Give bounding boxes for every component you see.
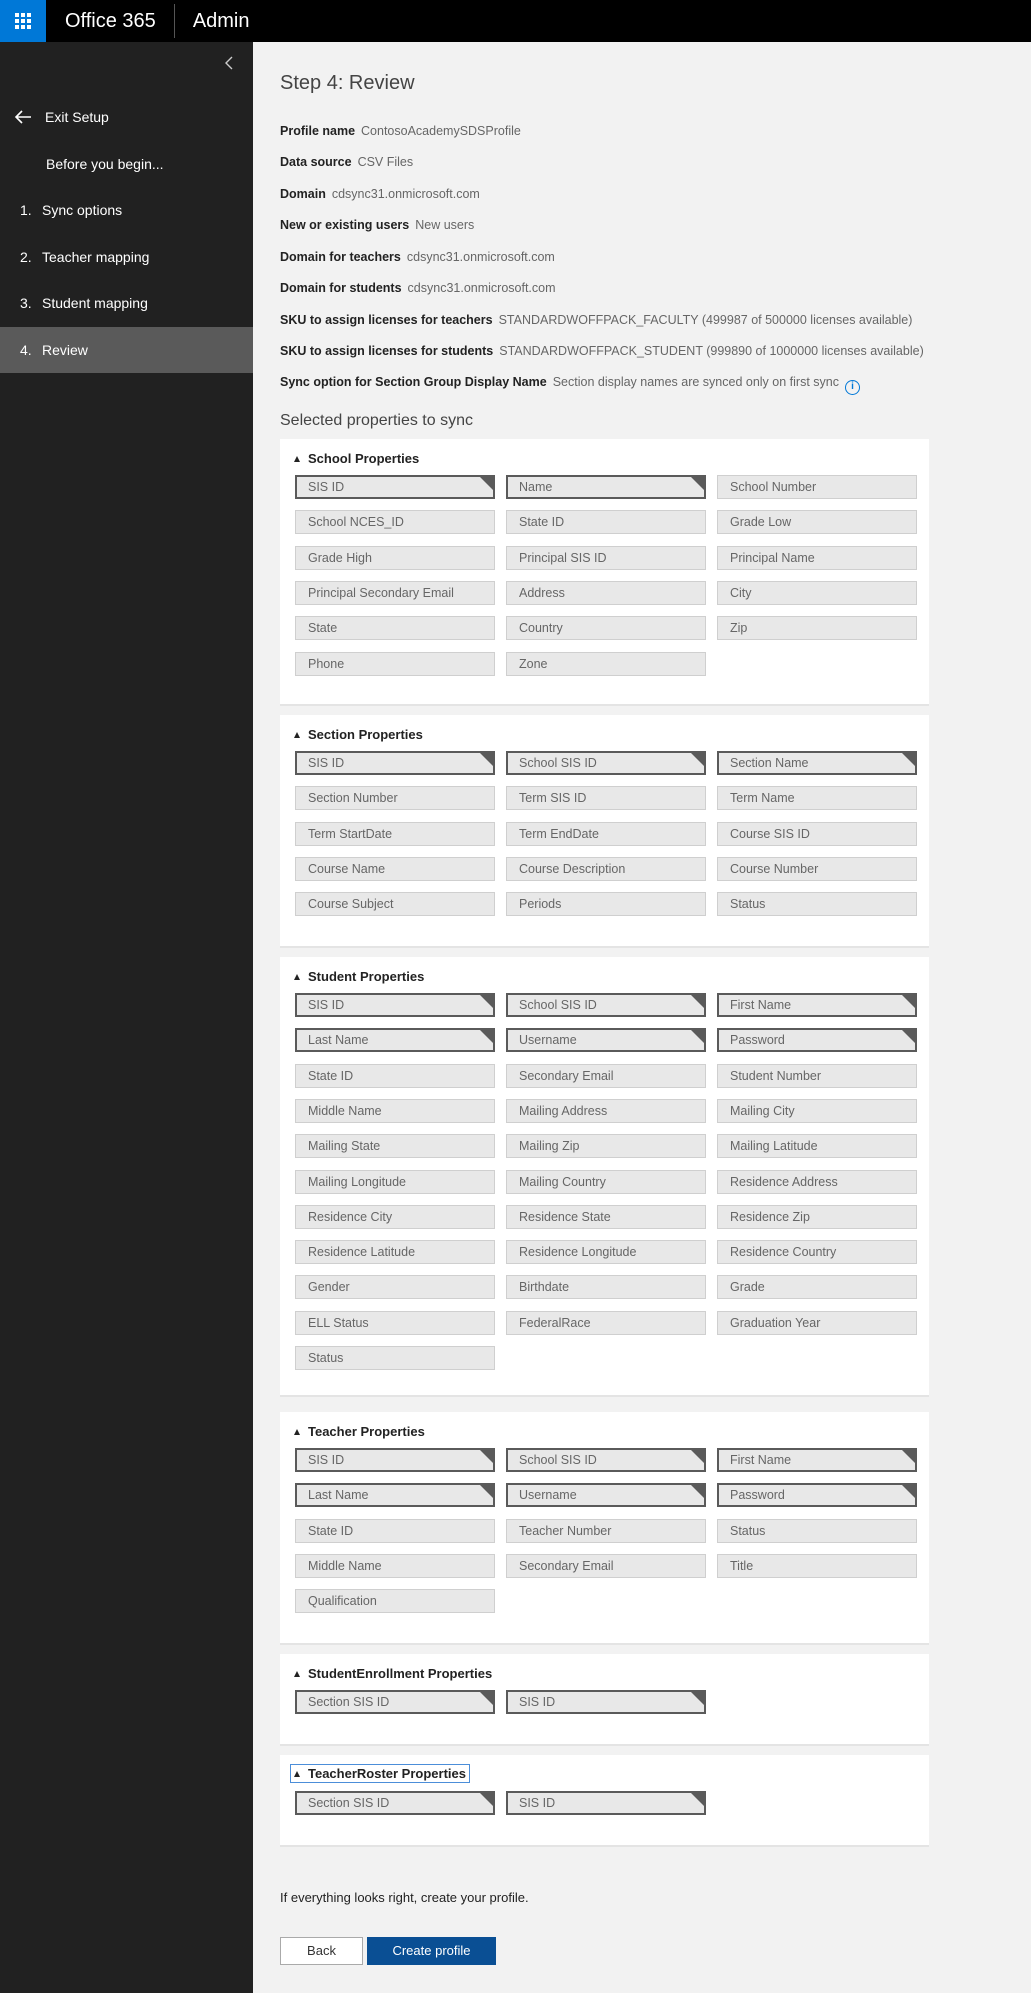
panel-header[interactable] [294,451,419,466]
sidebar [0,42,253,1993]
property-chip[interactable]: Section Name [717,751,917,775]
info-domain-students [280,281,556,295]
info-value: cdsync31.onmicrosoft.com [406,250,555,264]
collapse-triangle-icon [294,974,300,980]
info-label: Sync option for Section Group Display Name [280,375,547,389]
property-chip[interactable]: Term SIS ID [506,786,706,810]
property-chip[interactable]: City [717,581,917,605]
sidebar-item-review[interactable] [0,327,253,373]
property-chip[interactable]: Gender [295,1275,495,1299]
top-bar [0,0,1031,42]
brand-name[interactable]: Office 365 [46,4,175,38]
sidebar-item-label: Sync options [42,202,123,218]
property-chip[interactable]: Mailing Zip [506,1134,706,1158]
property-chip[interactable]: Course SIS ID [717,822,917,846]
section-properties-panel [280,715,929,948]
property-chip[interactable]: Mailing State [295,1134,495,1158]
property-chip[interactable]: FederalRace [506,1311,706,1335]
teacherroster-properties-panel [280,1755,929,1847]
info-profile-name [280,124,521,138]
property-chip[interactable]: Mailing Longitude [295,1170,495,1194]
property-chip[interactable]: Password [717,1028,917,1052]
property-chip[interactable]: Principal Secondary Email [295,581,495,605]
property-chip[interactable]: Residence State [506,1205,706,1229]
sidebar-item-label: Teacher mapping [42,249,150,265]
property-chip[interactable]: Last Name [295,1028,495,1052]
collapse-triangle-icon [294,1429,300,1435]
property-chip[interactable]: SIS ID [295,1448,495,1472]
property-chip[interactable]: Periods [506,892,706,916]
info-label: Data source [280,155,352,169]
property-chip[interactable]: School SIS ID [506,751,706,775]
property-chip[interactable]: Mailing Address [506,1099,706,1123]
property-chip[interactable]: Title [717,1554,917,1578]
property-chip[interactable]: State ID [295,1519,495,1543]
property-chip[interactable]: Phone [295,652,495,676]
student-properties-panel [280,957,929,1397]
collapse-triangle-icon [294,456,300,462]
property-chip[interactable]: Section SIS ID [295,1791,495,1815]
property-chip[interactable]: School SIS ID [506,1448,706,1472]
info-label: Domain [280,187,326,201]
collapse-triangle-icon [294,732,300,738]
property-chip[interactable]: Qualification [295,1589,495,1613]
chevron-left-icon[interactable] [223,56,237,70]
property-chip[interactable]: Status [717,1519,917,1543]
property-chip[interactable]: Residence Latitude [295,1240,495,1264]
property-chip[interactable]: Course Subject [295,892,495,916]
footer-instruction: If everything looks right, create your profile. [280,1890,529,1905]
sidebar-item-number: 4. [20,342,32,358]
property-chip[interactable]: Course Name [295,857,495,881]
exit-setup-link[interactable] [0,94,253,140]
collapse-triangle-icon [294,1671,300,1677]
property-chip[interactable]: Term EndDate [506,822,706,846]
property-chip[interactable]: SIS ID [506,1791,706,1815]
property-chip[interactable]: Student Number [717,1064,917,1088]
info-label: Profile name [280,124,356,138]
panel-header[interactable] [294,969,424,984]
school-properties-panel [280,439,929,706]
sidebar-item-number: 1. [20,202,32,218]
studentenrollment-properties-panel [280,1654,929,1746]
property-chip[interactable]: Residence Address [717,1170,917,1194]
property-chip[interactable]: School Number [717,475,917,499]
property-chip[interactable]: Status [717,892,917,916]
property-chip[interactable]: Residence City [295,1205,495,1229]
collapse-triangle-icon [294,1771,300,1777]
info-domain [280,187,480,201]
property-chip[interactable]: Grade Low [717,510,917,534]
property-chip[interactable]: Username [506,1483,706,1507]
info-domain-teachers [280,250,555,264]
sidebar-item-label: Before you begin... [46,156,164,172]
property-chip[interactable]: Name [506,475,706,499]
info-sync-option [280,375,860,395]
property-chip[interactable]: SIS ID [295,993,495,1017]
info-label: SKU to assign licenses for students [280,344,494,358]
panel-header[interactable] [294,1666,492,1681]
property-chip[interactable]: Grade [717,1275,917,1299]
sidebar-item-label: Review [42,342,88,358]
property-chip[interactable]: Middle Name [295,1554,495,1578]
property-chip[interactable]: Principal Name [717,546,917,570]
info-data-source [280,155,413,169]
property-chip[interactable]: SIS ID [295,475,495,499]
property-chip[interactable]: Term Name [717,786,917,810]
panel-title: StudentEnrollment Properties [308,1666,493,1681]
info-sku-students [280,344,924,358]
property-chip[interactable]: First Name [717,993,917,1017]
property-chip[interactable]: Secondary Email [506,1554,706,1578]
waffle-icon [15,13,31,29]
property-chip[interactable]: Mailing City [717,1099,917,1123]
sidebar-item-before-you-begin[interactable] [0,141,253,187]
info-value: CSV Files [357,155,414,169]
property-chip[interactable]: Username [506,1028,706,1052]
panel-title: Student Properties [308,969,425,984]
panel-header[interactable] [294,727,423,742]
property-chip[interactable]: Country [506,616,706,640]
property-chip[interactable]: SIS ID [295,751,495,775]
property-chip[interactable]: Last Name [295,1483,495,1507]
property-chip[interactable]: School NCES_ID [295,510,495,534]
info-label: New or existing users [280,218,410,232]
property-chip[interactable]: Mailing Latitude [717,1134,917,1158]
property-chip[interactable]: Graduation Year [717,1311,917,1335]
panel-title: School Properties [308,451,420,466]
property-chip[interactable]: State ID [506,510,706,534]
info-value: STANDARDWOFFPACK_FACULTY (499987 of 500000 licenses available) [498,313,913,327]
property-chip[interactable]: State ID [295,1064,495,1088]
info-value: Section display names are synced only on first sync [552,375,839,389]
info-label: Domain for students [280,281,402,295]
info-label: SKU to assign licenses for teachers [280,313,493,327]
info-value: ContosoAcademySDSProfile [361,124,521,138]
property-chip[interactable]: Course Number [717,857,917,881]
info-value: New users [415,218,475,232]
info-sku-teachers [280,313,912,327]
property-chip[interactable]: Term StartDate [295,822,495,846]
property-chip[interactable]: Status [295,1346,495,1370]
property-chip[interactable]: Grade High [295,546,495,570]
info-new-or-existing-users [280,218,474,232]
app-launcher-button[interactable] [0,0,46,42]
panel-title: Section Properties [308,727,423,742]
sidebar-item-number: 3. [20,295,32,311]
property-chip[interactable]: School SIS ID [506,993,706,1017]
back-button[interactable]: Back [280,1937,363,1965]
info-value: STANDARDWOFFPACK_STUDENT (999890 of 1000000 licenses available) [499,344,924,358]
property-chip[interactable]: Mailing Country [506,1170,706,1194]
property-chip[interactable]: Principal SIS ID [506,546,706,570]
property-chip[interactable]: First Name [717,1448,917,1472]
property-chip[interactable]: Zone [506,652,706,676]
panel-header[interactable] [291,1765,469,1782]
create-profile-button[interactable]: Create profile [367,1937,496,1965]
teacher-properties-panel [280,1412,929,1645]
info-icon[interactable]: i [845,380,860,395]
property-chip[interactable]: Password [717,1483,917,1507]
panel-title: Teacher Properties [308,1424,425,1439]
sidebar-item-teacher-mapping[interactable] [0,234,253,280]
property-chip[interactable]: Section Number [295,786,495,810]
panel-header[interactable] [294,1424,425,1439]
property-chip[interactable]: ELL Status [295,1311,495,1335]
property-chip[interactable]: Secondary Email [506,1064,706,1088]
property-chip[interactable]: SIS ID [506,1690,706,1714]
property-chip[interactable]: Address [506,581,706,605]
app-name: Admin [192,9,250,32]
sidebar-item-sync-options[interactable] [0,187,253,233]
exit-setup-label: Exit Setup [45,109,109,125]
panel-title: TeacherRoster Properties [308,1766,466,1781]
selected-properties-title: Selected properties to sync [280,412,473,429]
sidebar-item-student-mapping[interactable] [0,280,253,326]
info-value: cdsync31.onmicrosoft.com [407,281,556,295]
property-chip[interactable]: Birthdate [506,1275,706,1299]
info-value: cdsync31.onmicrosoft.com [331,187,480,201]
page-title: Step 4: Review [280,72,415,94]
property-chip[interactable]: Teacher Number [506,1519,706,1543]
property-chip[interactable]: Residence Longitude [506,1240,706,1264]
property-chip[interactable]: Zip [717,616,917,640]
property-chip[interactable]: Middle Name [295,1099,495,1123]
sidebar-item-label: Student mapping [42,295,148,311]
property-chip[interactable]: Residence Zip [717,1205,917,1229]
property-chip[interactable]: Section SIS ID [295,1690,495,1714]
property-chip[interactable]: Course Description [506,857,706,881]
arrow-left-icon [14,109,32,125]
property-chip[interactable]: Residence Country [717,1240,917,1264]
sidebar-item-number: 2. [20,249,32,265]
info-label: Domain for teachers [280,250,401,264]
property-chip[interactable]: State [295,616,495,640]
